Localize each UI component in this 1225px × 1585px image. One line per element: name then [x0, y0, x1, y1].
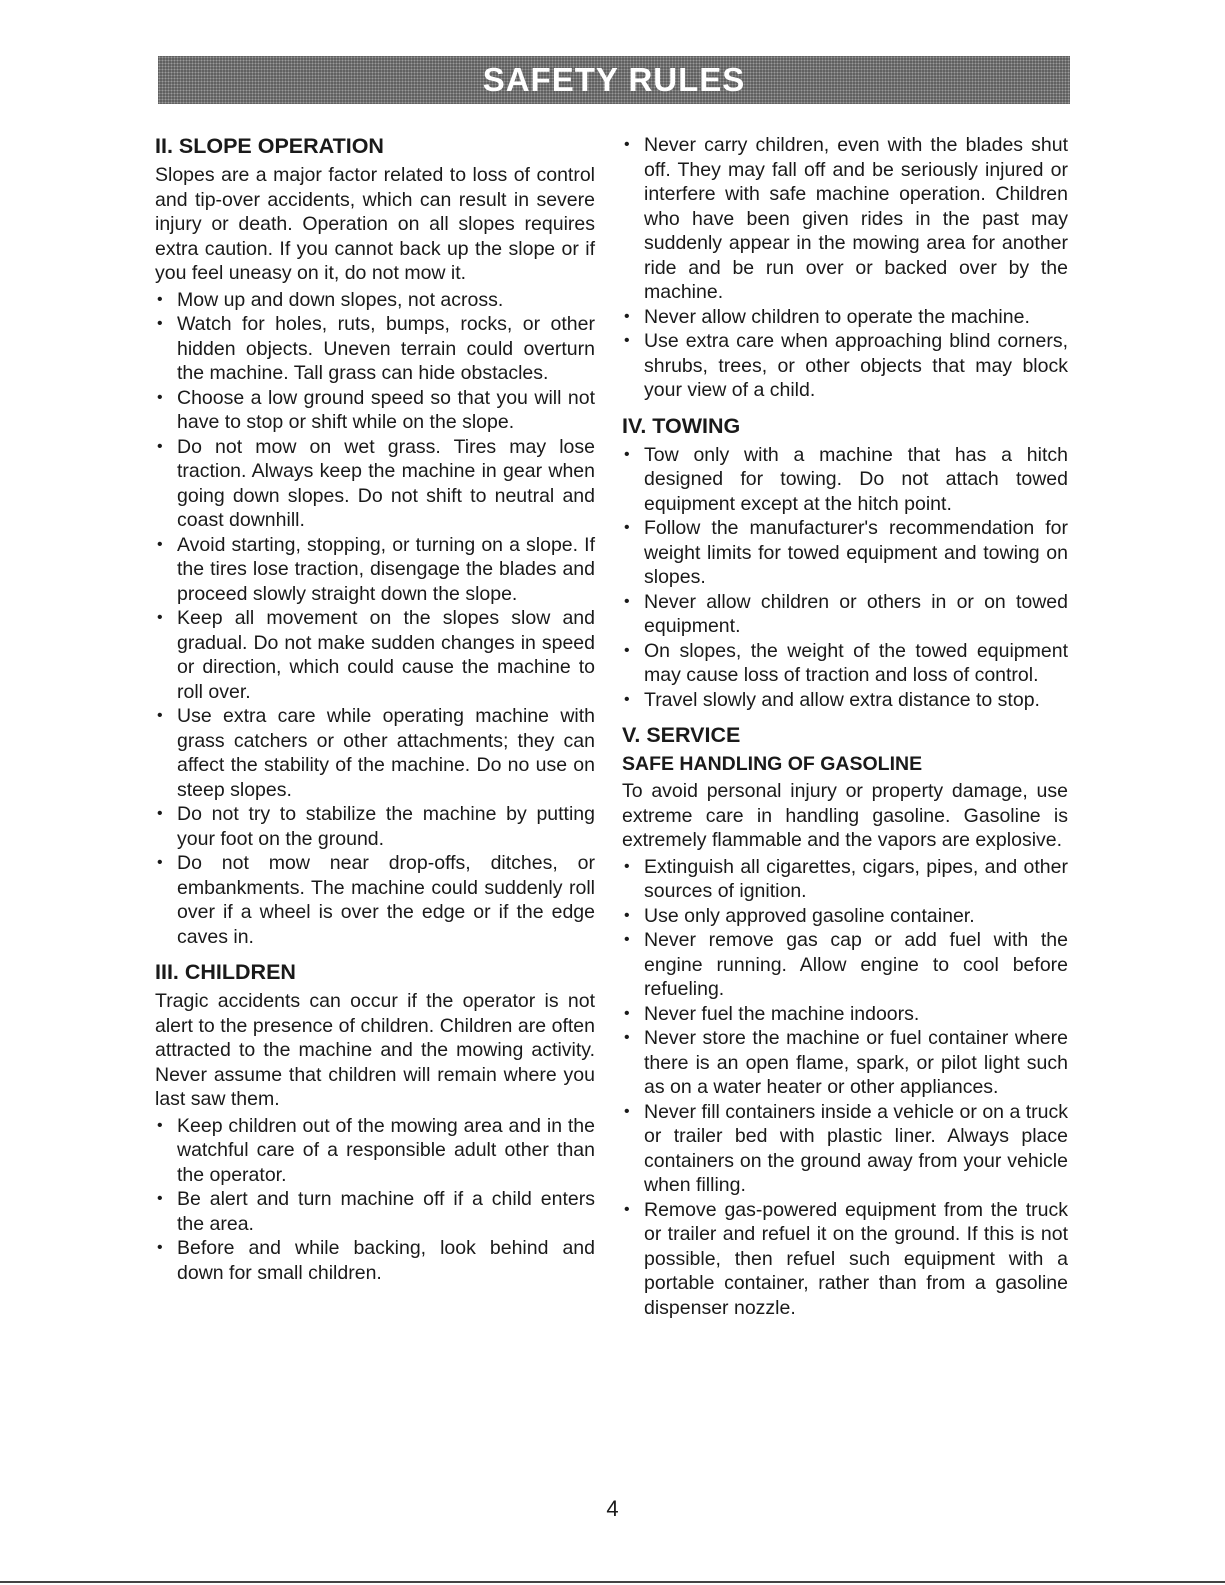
header-banner: [158, 56, 1070, 104]
list-item: • Be alert and turn machine off if a child enters the area.: [157, 1188, 595, 1235]
list-item: • Do not try to stabilize the machine by putting your foot on the ground.: [157, 803, 595, 850]
bullet-icon: •: [624, 1029, 630, 1046]
bullet-icon: •: [624, 519, 630, 536]
list-item: • Never fuel the machine indoors.: [624, 1002, 920, 1025]
bullet-icon: •: [624, 641, 630, 659]
bullet-icon: •: [157, 535, 163, 553]
list-item: • Travel slowly and allow extra distance to stop.: [624, 688, 1040, 711]
bullet-icon: •: [157, 805, 163, 822]
bullet-icon: •: [624, 136, 630, 153]
list-item: • Use extra care when approaching blind corners, shrubs, trees, or other objects that may block your view of a child.: [624, 330, 1068, 401]
gasoline-subheading: SAFE HANDLING OF GASOLINE: [622, 753, 923, 775]
list-item: • Never store the machine or fuel container where there is an open flame, spark, or pilot light such as on a water heater or other appliances.: [624, 1027, 1068, 1098]
towing-list: [622, 443, 1068, 713]
children-list-left: [155, 1114, 595, 1286]
bullet-icon: •: [157, 1116, 163, 1134]
list-item: • On slopes, the weight of the towed equipment may cause loss of traction and loss of control.: [624, 639, 1068, 686]
bullet-icon: •: [624, 857, 630, 875]
service-heading: V. SERVICE: [622, 723, 741, 747]
list-item: • Watch for holes, ruts, bumps, rocks, or other hidden objects. Uneven terrain could overturn the machine. Tall grass can hide obstacles.: [157, 313, 595, 384]
list-item: • Mow up and down slopes, not across.: [157, 288, 504, 311]
towing-heading: IV. TOWING: [622, 413, 741, 438]
list-item: • Never remove gas cap or add fuel with the engine running. Allow engine to cool before refueling.: [624, 929, 1068, 1000]
bullet-icon: •: [157, 609, 163, 626]
service-list: [622, 855, 1068, 1321]
slope-intro: Slopes are a major factor related to loss of control and tip-over accidents, which can result in severe injury or death. Operation on all slopes requires extra caution. If you cannot back up the slope or if you feel uneasy on it, do not mow it.: [155, 164, 595, 284]
bullet-icon: •: [157, 854, 163, 871]
bullet-icon: •: [624, 931, 630, 948]
list-item: • Use extra care while operating machine with grass catchers or other attachments; they can affect the stability of the machine. Do no use on steep slopes.: [157, 705, 595, 801]
bullet-icon: •: [157, 290, 163, 308]
right-column: [622, 133, 1068, 1330]
bullet-icon: •: [157, 388, 163, 406]
slope-operation-heading: II. SLOPE OPERATION: [155, 134, 384, 158]
list-item: • Do not mow on wet grass. Tires may lose traction. Always keep the machine in gear when going down slopes. Do not shift to neutral and coast downhill.: [157, 435, 595, 531]
bullet-icon: •: [624, 1004, 630, 1022]
children-list-right: [622, 133, 1068, 403]
page-title: SAFETY RULES: [482, 61, 746, 98]
list-item: • Before and while backing, look behind and down for small children.: [157, 1237, 595, 1284]
list-item: • Extinguish all cigarettes, cigars, pipes, and other sources of ignition.: [624, 855, 1068, 902]
list-item: • Never fill containers inside a vehicle or on a truck or trailer bed with plastic liner. Always place containers on the ground away from your vehicle when filling.: [624, 1100, 1068, 1196]
bullet-icon: •: [624, 307, 630, 325]
list-item: • Remove gas-powered equipment from the truck or trailer and refuel it on the ground. If this is not possible, then refuel such equipment with a portable container, rather than from a gasoline dispenser nozzle.: [624, 1198, 1068, 1319]
list-item: • Use only approved gasoline container.: [624, 904, 975, 927]
children-heading: III. CHILDREN: [155, 960, 296, 984]
bullet-icon: •: [157, 1239, 163, 1256]
bullet-icon: •: [157, 437, 163, 455]
children-intro: Tragic accidents can occur if the operator is not alert to the presence of children. Children are often attracted to the machine and the mowing activity. Never assume that children will remain where you last saw them.: [155, 990, 595, 1110]
list-item: • Choose a low ground speed so that you will not have to stop or shift while on the slope.: [157, 386, 595, 433]
page-number: 4: [606, 1496, 619, 1521]
bullet-icon: •: [624, 1102, 630, 1120]
bullet-icon: •: [624, 332, 630, 349]
list-item: • Keep all movement on the slopes slow and gradual. Do not make sudden changes in speed or direction, which could cause the machine to roll over.: [157, 607, 595, 703]
left-column: [155, 133, 595, 1295]
bullet-icon: •: [157, 707, 163, 724]
bullet-icon: •: [624, 445, 630, 463]
bullet-icon: •: [624, 592, 630, 610]
page-bottom-rule: [0, 1581, 1225, 1583]
bullet-icon: •: [157, 1190, 163, 1207]
list-item: • Tow only with a machine that has a hitch designed for towing. Do not attach towed equipment except at the hitch point.: [624, 443, 1068, 515]
bullet-icon: •: [624, 690, 630, 708]
list-item: • Keep children out of the mowing area and in the watchful care of a responsible adult other than the operator.: [157, 1114, 595, 1186]
list-item: • Follow the manufacturer's recommendation for weight limits for towed equipment and towing on slopes.: [624, 517, 1068, 588]
bullet-icon: •: [624, 1200, 630, 1218]
list-item: • Never carry children, even with the blades shut off. They may fall off and be seriously injured or interfere with safe machine operation. Children who have been given rides in the past may suddenly appear in the mowing area for another ride and be run over or backed over by the machine.: [624, 134, 1068, 303]
list-item: • Do not mow near drop-offs, ditches, or embankments. The machine could suddenly roll over if a wheel is over the edge or if the edge caves in.: [157, 852, 595, 948]
list-item: • Never allow children to operate the machine.: [624, 305, 1030, 328]
list-item: • Never allow children or others in or on towed equipment.: [624, 590, 1068, 637]
bullet-icon: •: [624, 906, 630, 924]
service-intro: To avoid personal injury or property damage, use extreme care in handling gasoline. Gasoline is extremely flammable and the vapors are explosive.: [622, 780, 1068, 851]
slope-list: [155, 288, 595, 950]
list-item: • Avoid starting, stopping, or turning on a slope. If the tires lose traction, disengage the blades and proceed slowly straight down the slope.: [157, 533, 595, 605]
bullet-icon: •: [157, 315, 163, 332]
